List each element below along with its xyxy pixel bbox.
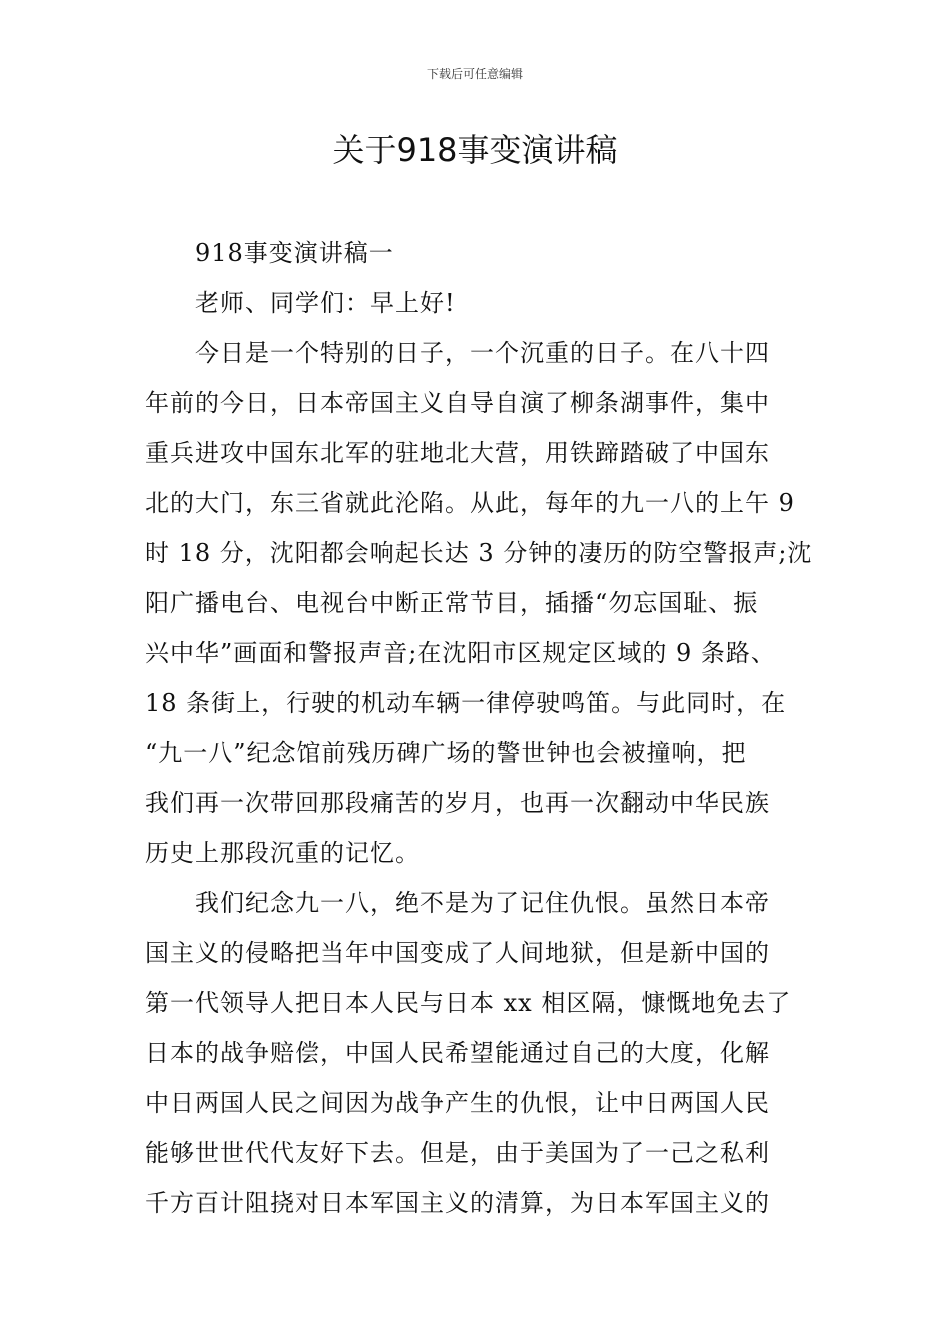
text-line: 兴中华”画面和警报声音;在沈阳市区规定区域的 9 条路、 bbox=[145, 639, 776, 667]
header-note: 下载后可任意编辑 bbox=[426, 67, 523, 81]
document-body bbox=[145, 228, 813, 1228]
text-line: 国主义的侵略把当年中国变成了人间地狱，但是新中国的 bbox=[145, 939, 770, 967]
text-line: 日本的战争赔偿，中国人民希望能通过自己的大度，化解 bbox=[145, 1039, 770, 1067]
text-line: 我们纪念九一八，绝不是为了记住仇恨。虽然日本帝 bbox=[195, 889, 770, 917]
paragraph-greeting bbox=[145, 278, 810, 328]
text-line: 第一代领导人把日本人民与日本 xx 相区隔，慷慨地免去了 bbox=[145, 989, 792, 1017]
paragraph-subtitle bbox=[145, 228, 810, 278]
text-line: 北的大门，东三省就此沦陷。从此，每年的九一八的上午 9 bbox=[145, 489, 795, 517]
text-line: 重兵进攻中国东北军的驻地北大营，用铁蹄踏破了中国东 bbox=[145, 439, 770, 467]
text-line: 阳广播电台、电视台中断正常节目，插播“勿忘国耻、振 bbox=[145, 589, 759, 617]
text-line: 老师、同学们：早上好! bbox=[195, 289, 456, 317]
text-line: “九一八”纪念馆前残历碑广场的警世钟也会被撞响，把 bbox=[145, 739, 747, 767]
paragraph-2 bbox=[145, 878, 810, 1228]
text-line: 时 18 分，沈阳都会响起长达 3 分钟的凄历的防空警报声;沈 bbox=[145, 539, 813, 567]
text-line: 年前的今日，日本帝国主义自导自演了柳条湖事件，集中 bbox=[145, 389, 770, 417]
text-line: 中日两国人民之间因为战争产生的仇恨，让中日两国人民 bbox=[145, 1089, 770, 1117]
text-line: 918事变演讲稿一 bbox=[195, 239, 394, 267]
text-line: 18 条街上，行驶的机动车辆一律停驶鸣笛。与此同时，在 bbox=[145, 689, 787, 717]
text-line: 今日是一个特别的日子，一个沉重的日子。在八十四 bbox=[195, 339, 770, 367]
paragraph-1 bbox=[145, 328, 813, 878]
text-line: 我们再一次带回那段痛苦的岁月，也再一次翻动中华民族 bbox=[145, 789, 770, 817]
document-title: 关于918事变演讲稿 bbox=[332, 131, 618, 169]
text-line: 历史上那段沉重的记忆。 bbox=[145, 839, 420, 867]
text-line: 千方百计阻挠对日本军国主义的清算，为日本军国主义的 bbox=[145, 1189, 770, 1217]
text-line: 能够世世代代友好下去。但是，由于美国为了一己之私利 bbox=[145, 1139, 770, 1167]
